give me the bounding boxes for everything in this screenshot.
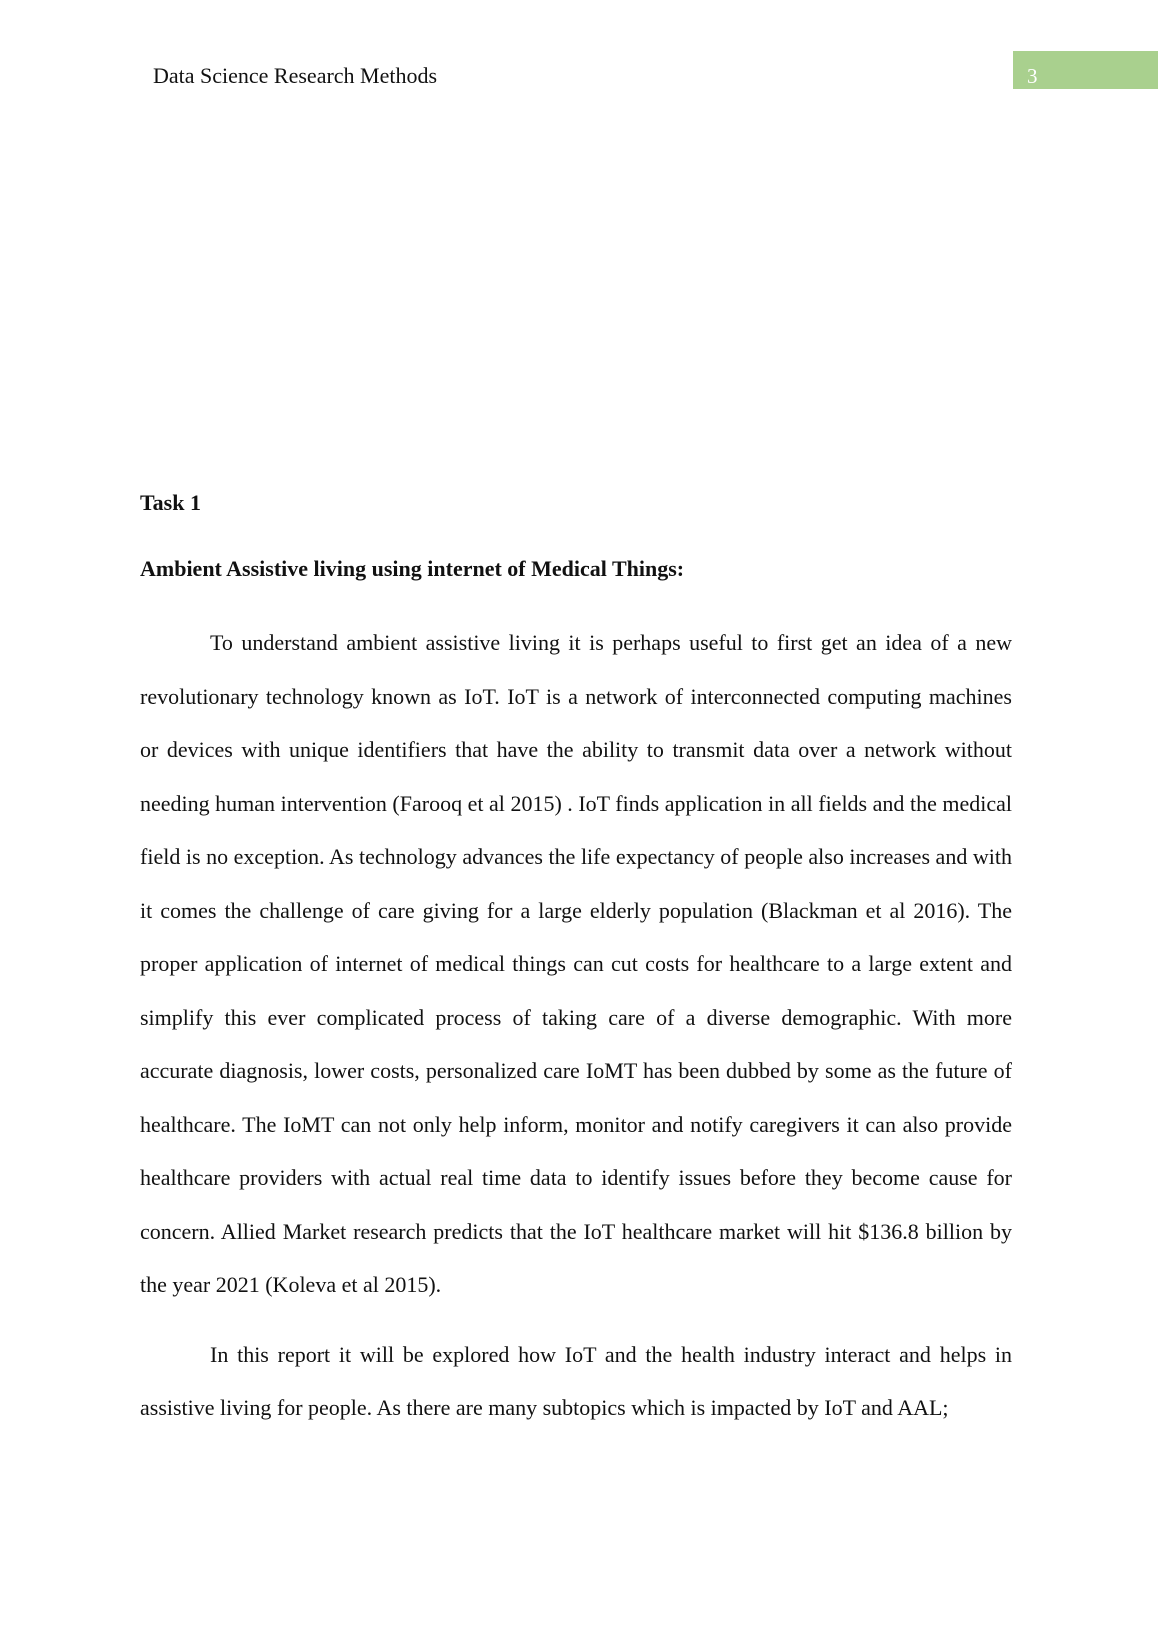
- document-body: [140, 488, 1012, 1435]
- running-head: Data Science Research Methods: [153, 63, 438, 88]
- page-number: 3: [1027, 64, 1038, 88]
- section-heading: Ambient Assistive living using internet of Medical Things:: [140, 556, 685, 581]
- page-number-badge: [1013, 51, 1158, 89]
- body-paragraph-2: In this report it will be explored how IoT and the health industry interact and helps in assistive living for people. As there are many subtopics which is impacted by IoT and AAL;: [140, 1341, 1012, 1420]
- body-paragraph-1: To understand ambient assistive living it is perhaps useful to first get an idea of a new revolutionary technology known as IoT. IoT is a network of interconnected computing machines or devices with unique identifiers that have the ability to transmit data over a network without needing human intervention (Farooq et al 2015) . IoT finds application in all fields and the medical field is no exception. As technology advances the life expectancy of people also increases and with it comes the challenge of care giving for a large elderly population (Blackman et al 2016). The proper application of internet of medical things can cut costs for healthcare to a large extent and simplify this ever complicated process of taking care of a diverse demographic. With more accurate diagnosis, lower costs, personalized care IoMT has been dubbed by some as the future of healthcare. The IoMT can not only help inform, monitor and notify caregivers it can also provide healthcare providers with actual real time data to identify issues before they become cause for concern. Allied Market research predicts that the IoT healthcare market will hit $136.8 billion by the year 2021 (Koleva et al 2015).: [140, 630, 1012, 1297]
- task-heading: Task 1: [140, 490, 201, 515]
